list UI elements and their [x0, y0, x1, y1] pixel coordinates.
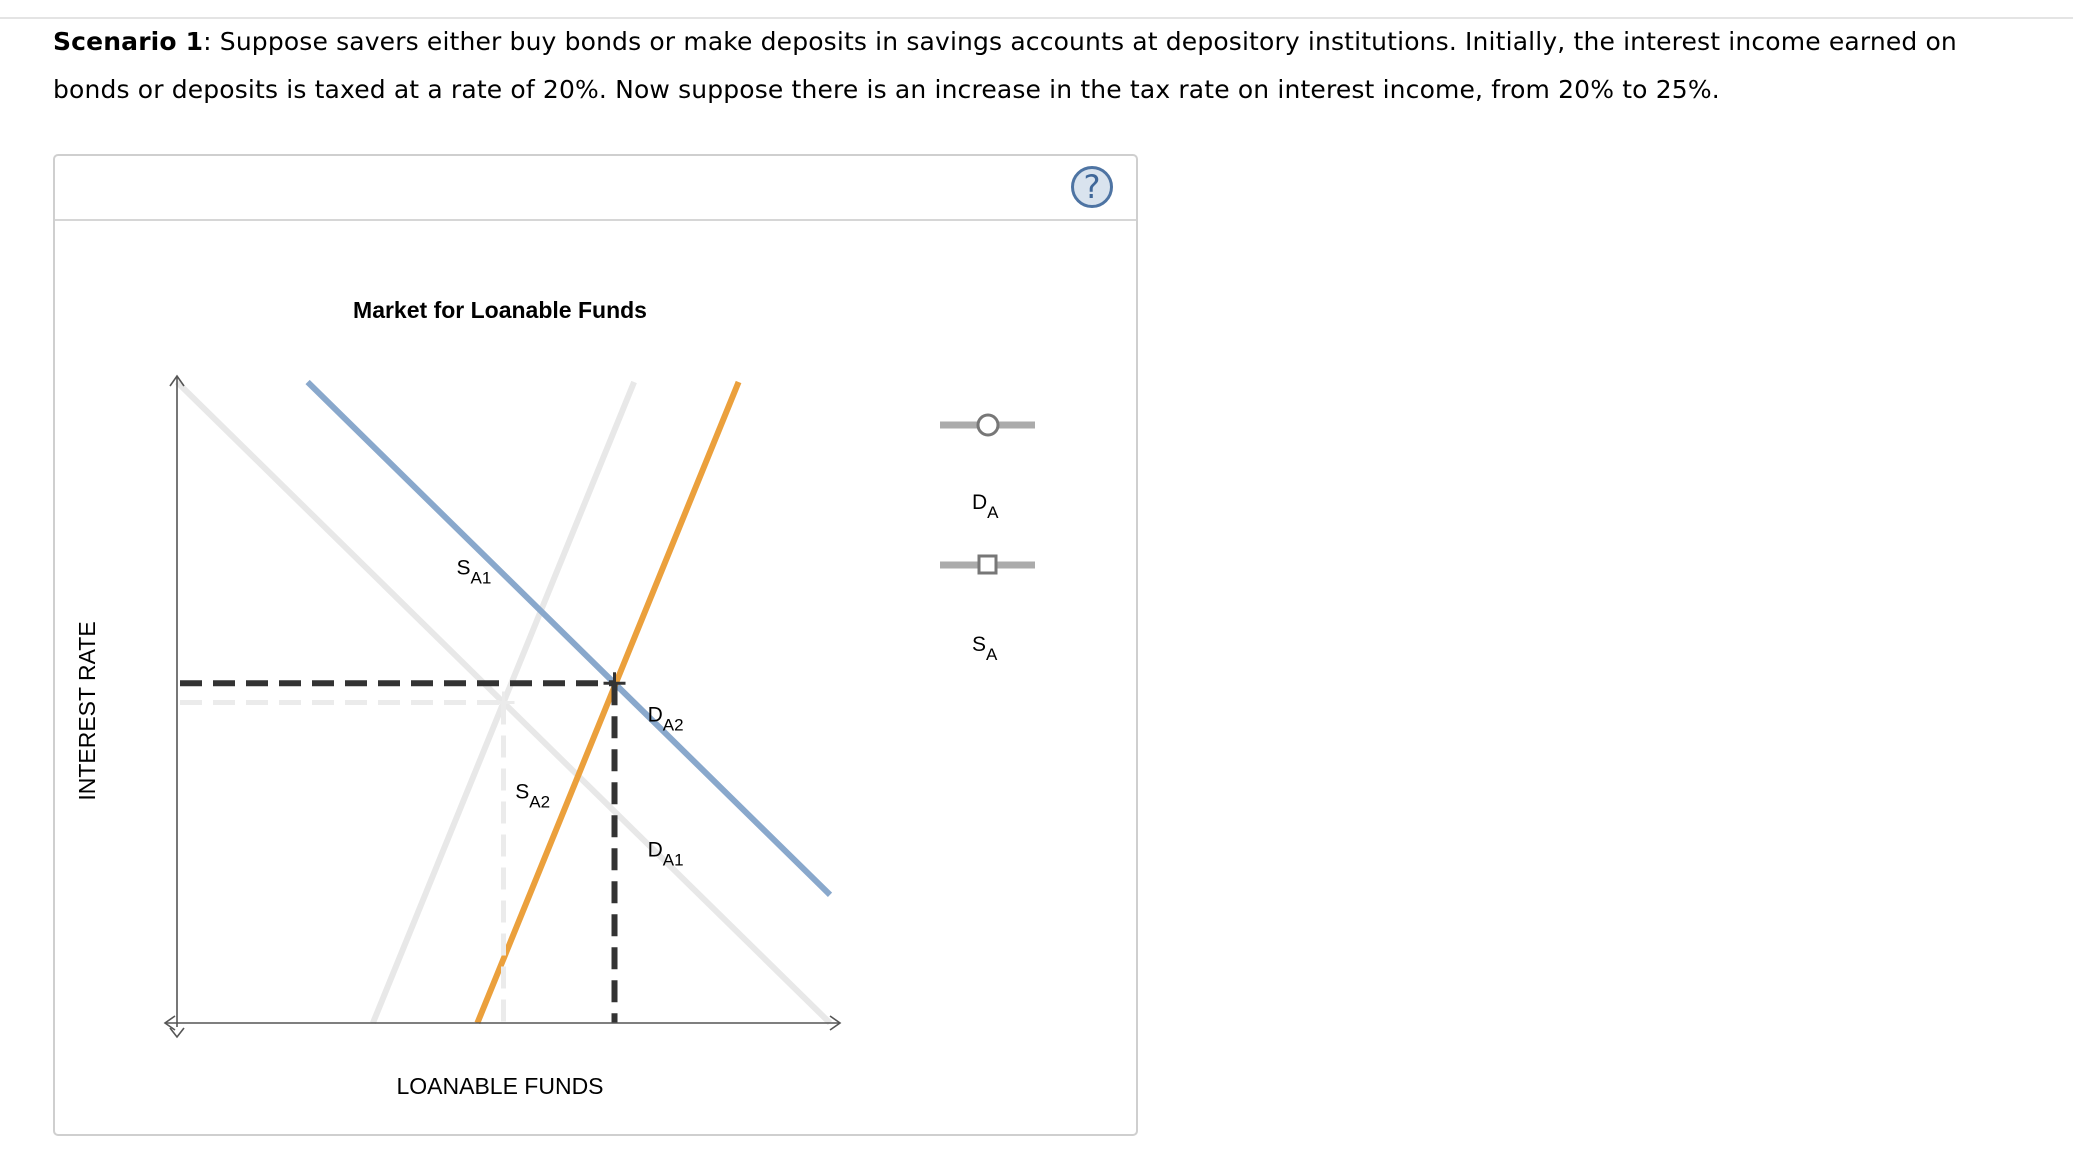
y-axis-label: INTEREST RATE — [74, 621, 100, 801]
curve-sa2[interactable] — [477, 382, 738, 1023]
x-axis-label: LOANABLE FUNDS — [396, 1073, 604, 1099]
help-icon[interactable]: ? — [1071, 166, 1113, 208]
top-divider — [0, 0, 2073, 19]
circle-marker-icon — [978, 415, 998, 435]
loanable-funds-graph — [55, 156, 1136, 1134]
origin-arrow-icon — [170, 1028, 184, 1037]
curve-label-da1: $D_{A1}$ — [647, 838, 684, 870]
square-marker-icon — [979, 556, 996, 573]
curve-da2[interactable] — [308, 382, 830, 895]
curve-label-da2: $D_{A2}$ — [647, 703, 684, 735]
guides-layer — [180, 672, 626, 1023]
legend-supply-tool[interactable] — [940, 556, 1035, 573]
curve-label-sa1: $S_{A1}$ — [456, 556, 492, 588]
legend-supply-label: $S_A$ — [972, 633, 998, 664]
legend-demand-tool[interactable] — [940, 415, 1035, 435]
scenario-body: : Suppose savers either buy bonds or make deposits in savings accounts at depository institutions. Initially, the interest income earned on bonds or deposits is taxed at a rate of 20%. Now suppose there is an increase in the tax rate on interest income, from 20% to 25%. — [53, 27, 1957, 104]
legend-demand-label: $D_A$ — [972, 491, 999, 522]
scenario-label: Scenario 1 — [53, 27, 204, 56]
scenario-text — [53, 18, 2013, 114]
chart-title: Market for Loanable Funds — [353, 297, 647, 323]
curve-label-sa2: $S_{A2}$ — [515, 780, 551, 812]
graph-panel — [53, 154, 1138, 1136]
legend — [940, 415, 1035, 664]
